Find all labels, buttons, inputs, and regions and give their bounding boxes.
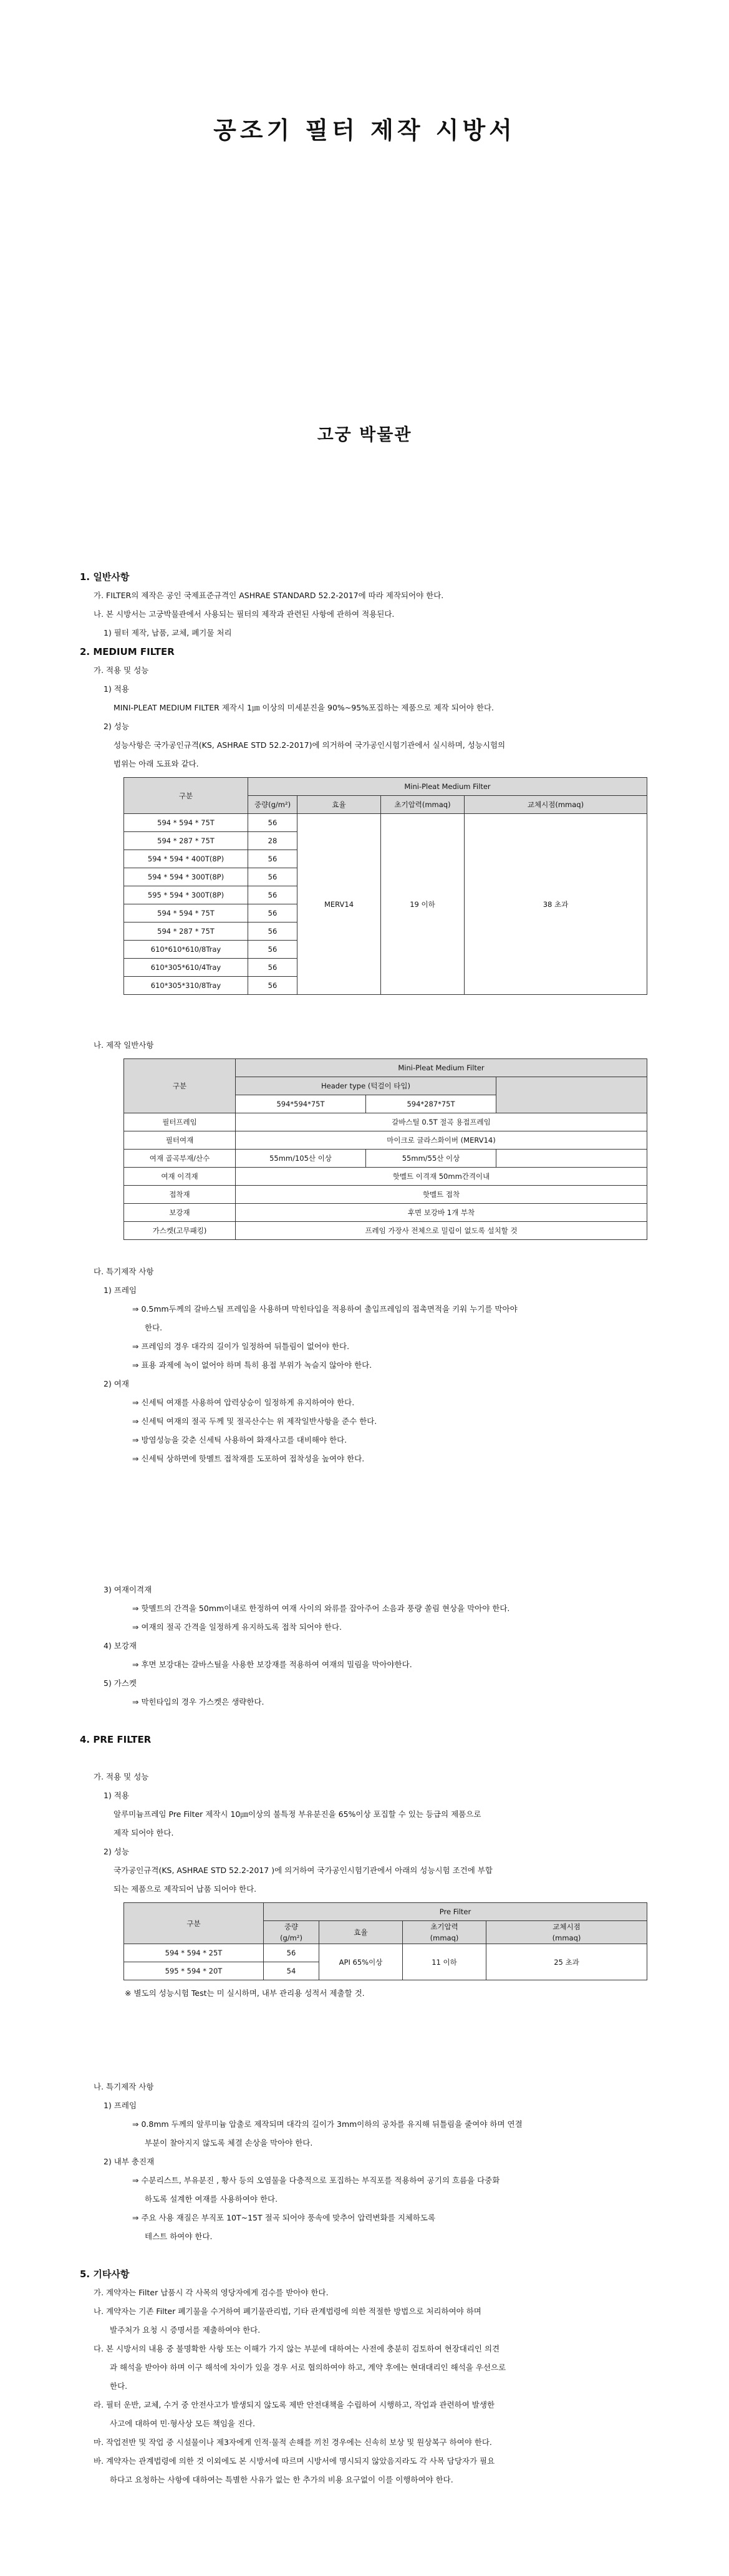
t1-cell-weight: 56 — [248, 977, 297, 995]
s5-l6b: 하다고 요청하는 사항에 대하여는 특별한 사유가 없는 한 추가의 비용 요구없이 이를 이행하여야 한다. — [110, 2475, 453, 2484]
t1-header-initial-pressure: 초기압력(mmaq) — [381, 796, 465, 814]
s4-b1: 1) 프레임 — [104, 2101, 137, 2110]
s5-l1: 가. 계약자는 Filter 납품시 각 사목의 영당자에게 검수를 받아야 한다. — [94, 2288, 329, 2297]
s2-c2-4: ⇒ 신세틱 상하면에 핫멜트 접착재를 도포하여 접착성을 높여야 한다. — [132, 1454, 365, 1463]
t2-cell-key: 보강재 — [124, 1204, 236, 1222]
table-row — [124, 1204, 647, 1222]
t2-header-size-2: 594*287*75T — [366, 1095, 496, 1113]
s2-c3-1: ⇒ 핫멜트의 간격을 50mm이내로 한정하여 여재 사이의 와류를 잡아주어 소음과 풍량 쏠림 현상을 막아야 한다. — [132, 1604, 510, 1613]
t1-cell-weight: 28 — [248, 832, 297, 850]
s4-note: ※ 별도의 성능시험 Test는 미 실시하며, 내부 관리용 성적서 제출할 것. — [125, 1988, 365, 1998]
s2-c1-3: ⇒ 표용 과제에 녹이 없어야 하며 특히 용접 부위가 녹슬지 않아야 한다. — [132, 1360, 372, 1370]
t1-cell-size: 594 * 594 * 75T — [124, 814, 248, 832]
t3-header-weight: 중량 (g/m²) — [264, 1921, 319, 1944]
s4-b1-1: ⇒ 0.8mm 두께의 알루미늄 압출로 제작되며 대각의 길이가 3mm이하의 공차를 유지해 뒤틀림을 줄여야 하며 연결 — [132, 2119, 523, 2129]
t2-cell-value-1: 55mm/105산 이상 — [236, 1150, 366, 1168]
t2-cell-key: 접착재 — [124, 1186, 236, 1204]
t2-cell-key: 필터프레임 — [124, 1113, 236, 1131]
t1-cell-weight: 56 — [248, 886, 297, 904]
section-2-heading: 2. MEDIUM FILTER — [80, 646, 175, 657]
t2-header-type: Header type (턱걸이 타입) — [236, 1077, 496, 1095]
s2-c1-2: ⇒ 프레임의 경우 대각의 길이가 일정하여 뒤틀림이 없어야 한다. — [132, 1342, 350, 1351]
t3-cell-weight: 54 — [264, 1962, 319, 1980]
table-row — [124, 1113, 647, 1131]
s4-a1-t1: 알루미늄프레임 Pre Filter 제작시 10㎛이상의 불특정 부유분진을 65%이상 포집할 수 있는 등급의 제품으로 — [113, 1809, 481, 1819]
s5-l2b: 발주처가 요청 시 증명서를 제출하여야 한다. — [110, 2325, 261, 2335]
s2-c2-3: ⇒ 방염성능을 갖춘 신세틱 사용하여 화재사고를 대비해야 한다. — [132, 1435, 347, 1445]
s4-a1-t2: 제작 되어야 한다. — [113, 1828, 174, 1838]
t3-header-group: Pre Filter — [264, 1903, 647, 1921]
t2-cell-key: 필터여재 — [124, 1131, 236, 1150]
s2-c1-1: ⇒ 0.5mm두께의 갈바스틸 프레임을 사용하며 막힌타입을 적용하여 출입프레임의 접촉면적을 키워 누기를 막아야 — [132, 1304, 518, 1314]
t3-cell-weight: 56 — [264, 1944, 319, 1962]
table-row — [124, 814, 647, 832]
s2-a: 가. 적용 및 성능 — [94, 666, 149, 675]
t1-cell-size: 610*305*310/8Tray — [124, 977, 248, 995]
s4-a: 가. 적용 및 성능 — [94, 1772, 149, 1781]
t1-header-group: Mini-Pleat Medium Filter — [248, 778, 647, 796]
t2-cell-key: 가스켓(고무패킹) — [124, 1222, 236, 1240]
document-body — [80, 568, 672, 2489]
medium-filter-spec-table — [123, 777, 647, 995]
t2-cell-key: 여재 골곡부재/산수 — [124, 1150, 236, 1168]
t1-cell-size: 594 * 287 * 75T — [124, 832, 248, 850]
t3-cell-efficiency: API 65%이상 — [319, 1944, 403, 1980]
t1-cell-size: 610*610*610/8Tray — [124, 941, 248, 959]
section-5-heading: 5. 기타사항 — [80, 2269, 130, 2280]
s2-c4: 4) 보강재 — [104, 1641, 137, 1650]
t1-cell-size: 594 * 594 * 300T(8P) — [124, 868, 248, 886]
t3-cell-replacement: 25 초과 — [486, 1944, 647, 1980]
t1-cell-size: 594 * 594 * 400T(8P) — [124, 850, 248, 868]
s2-b: 나. 제작 일반사항 — [94, 1040, 154, 1050]
s1-item-a: 가. FILTER의 제작은 공인 국제표준규격인 ASHRAE STANDARD 52.2-2017에 따라 제작되어야 한다. — [94, 591, 444, 600]
t1-cell-weight: 56 — [248, 814, 297, 832]
t1-cell-size: 594 * 594 * 75T — [124, 904, 248, 922]
s2-c2-2: ⇒ 신세틱 여재의 절곡 두께 및 절곡산수는 위 제작일반사항을 준수 한다. — [132, 1416, 377, 1426]
t1-cell-pressure: 19 이하 — [381, 814, 465, 995]
t1-cell-weight: 56 — [248, 922, 297, 941]
s2-c3-2: ⇒ 여재의 절곡 간격을 일정하게 유지하도록 접착 되어야 한다. — [132, 1622, 342, 1632]
table-row — [124, 1131, 647, 1150]
t3-header-initial-pressure: 초기압력 (mmaq) — [403, 1921, 486, 1944]
t2-cell-value: 후면 보강바 1개 부착 — [236, 1204, 647, 1222]
section-1-heading: 1. 일반사항 — [80, 571, 130, 583]
pre-filter-spec-table — [123, 1902, 647, 1980]
t1-header-category: 구분 — [124, 778, 248, 814]
s4-b2-2b: 테스트 하여야 한다. — [145, 2232, 213, 2241]
manufacturing-spec-table-wrap — [123, 1058, 672, 1240]
s4-b1-1b: 부분이 찰아지지 않도록 체결 손상을 막아야 한다. — [145, 2138, 313, 2147]
organization-name: 고궁 박물관 — [317, 425, 412, 445]
s5-l2: 나. 계약자는 기존 Filter 폐기물을 수거하여 폐기물관리법, 기타 관계법령에 의한 적절한 방법으로 처리하여야 하며 — [94, 2307, 481, 2316]
t1-cell-replacement: 38 초과 — [465, 814, 647, 995]
t2-cell-value: 프레임 가장사 전체으로 밀림이 없도록 설치할 것 — [236, 1222, 647, 1240]
s5-l3: 다. 본 시방서의 내용 중 불명확한 사항 또는 이해가 가지 않는 부분에 대하여는 사전에 충분히 검토하여 현장대리인 의견 — [94, 2344, 500, 2353]
s4-b: 나. 특기제작 사항 — [94, 2082, 154, 2091]
s2-a1-text: MINI-PLEAT MEDIUM FILTER 제작시 1㎛ 이상의 미세분진을 90%~95%포집하는 제품으로 제작 되어야 한다. — [113, 703, 495, 712]
s4-b2: 2) 내부 충진재 — [104, 2157, 155, 2166]
t2-header-category: 구분 — [124, 1059, 236, 1113]
s2-a2: 2) 성능 — [104, 722, 129, 731]
table-row — [124, 1186, 647, 1204]
t1-cell-size: 610*305*610/4Tray — [124, 959, 248, 977]
s4-b2-1: ⇒ 수분리스트, 부유분진 , 황사 등의 오염물을 다층적으로 포집하는 부직포를 적용하여 공기의 흐름을 다중화 — [132, 2176, 500, 2185]
s2-a1: 1) 적용 — [104, 684, 129, 694]
s5-l5: 마. 작업전반 및 작업 중 시설물이나 제3자에게 인적·물적 손해를 끼친 경우에는 신속히 보상 및 원상복구 하여야 한다. — [94, 2438, 492, 2447]
t1-cell-weight: 56 — [248, 959, 297, 977]
s4-b2-2: ⇒ 주요 사용 재질은 부직포 10T~15T 절곡 되어야 풍속에 맞추어 압력변화를 지체하도록 — [132, 2213, 436, 2222]
table-row — [124, 1222, 647, 1240]
t2-cell-key: 여재 이격재 — [124, 1168, 236, 1186]
s2-c3: 3) 여재이격재 — [104, 1585, 152, 1594]
t1-cell-efficiency: MERV14 — [297, 814, 381, 995]
manufacturing-spec-table — [123, 1058, 647, 1240]
s2-a2-text2: 범위는 아래 도표와 같다. — [113, 759, 199, 768]
table-row — [124, 1168, 647, 1186]
s5-l4b: 사고에 대하여 민·형사상 모든 책임을 진다. — [110, 2419, 256, 2428]
s2-c2-1: ⇒ 신세틱 여재를 사용하여 압력상승이 일정하게 유지하여야 한다. — [132, 1398, 355, 1407]
s4-a2-t1: 국가공인규격(KS, ASHRAE STD 52.2-2017 )에 의거하여 국가공인시험기관에서 아래의 성능시험 조건에 부합 — [113, 1866, 493, 1875]
table-row — [124, 1944, 647, 1962]
s1-item-b1: 1) 필터 제작, 납품, 교체, 폐기물 처리 — [104, 628, 232, 637]
s4-b2-1b: 하도록 설계한 여재를 사용하여야 한다. — [145, 2194, 278, 2204]
s5-l6: 바. 계약자는 관계법령에 의한 것 이외에도 본 시방서에 따르며 시방서에 명시되지 않았음지라도 각 사목 담당자가 필요 — [94, 2456, 495, 2466]
s2-c1: 1) 프레임 — [104, 1286, 137, 1295]
s4-a2: 2) 성능 — [104, 1847, 129, 1856]
s5-l3c: 한다. — [110, 2381, 128, 2391]
s2-c5-1: ⇒ 막힌타입의 경우 가스켓은 생략한다. — [132, 1697, 264, 1707]
medium-filter-spec-table-wrap — [123, 777, 672, 995]
s2-c5: 5) 가스켓 — [104, 1678, 137, 1688]
s2-c2: 2) 여재 — [104, 1379, 129, 1388]
t3-cell-pressure: 11 이하 — [403, 1944, 486, 1980]
t1-cell-weight: 56 — [248, 941, 297, 959]
t2-cell-blank — [496, 1150, 647, 1168]
table-row — [124, 1150, 647, 1168]
t3-cell-size: 594 * 594 * 25T — [124, 1944, 264, 1962]
t1-header-efficiency: 효율 — [297, 796, 381, 814]
t1-cell-size: 594 * 287 * 75T — [124, 922, 248, 941]
t1-cell-size: 595 * 594 * 300T(8P) — [124, 886, 248, 904]
t1-cell-weight: 56 — [248, 850, 297, 868]
t2-header-size-1: 594*594*75T — [236, 1095, 366, 1113]
document-title: 공조기 필터 제작 시방서 — [213, 117, 516, 144]
s2-c1-1b: 한다. — [145, 1323, 163, 1332]
t2-cell-value: 핫멜트 이격재 50mm간격이내 — [236, 1168, 647, 1186]
s2-c4-1: ⇒ 후면 보강대는 갈바스틸을 사용한 보강재를 적용하여 여재의 밀림을 막아야한다. — [132, 1660, 412, 1669]
s5-l3b: 과 해석을 받아야 하며 이구 해석에 차이가 있을 경우 서로 협의하여야 하고, 계약 후에는 현대대리인 해석을 우선으로 — [110, 2363, 506, 2372]
s5-l4: 라. 필터 운반, 교체, 수거 중 안전사고가 발생되지 않도록 제반 안전대책을 수립하여 시행하고, 작업과 관련하여 발생한 — [94, 2400, 495, 2409]
t2-cell-value: 마이크로 글라스화이버 (MERV14) — [236, 1131, 647, 1150]
s1-item-b: 나. 본 시방서는 고궁박물관에서 사용되는 필터의 제작과 관련된 사항에 관하여 적용된다. — [94, 609, 395, 619]
t3-cell-size: 595 * 594 * 20T — [124, 1962, 264, 1980]
t1-header-weight: 중량(g/m²) — [248, 796, 297, 814]
t3-header-efficiency: 효율 — [319, 1921, 403, 1944]
pre-filter-spec-table-wrap — [123, 1902, 672, 1980]
t3-header-replacement: 교체시점 (mmaq) — [486, 1921, 647, 1944]
t1-header-replacement: 교체시점(mmaq) — [465, 796, 647, 814]
t2-header-blank — [496, 1077, 647, 1113]
s4-a2-t2: 되는 제품으로 제작되어 납품 되어야 한다. — [113, 1884, 257, 1894]
t1-cell-weight: 56 — [248, 904, 297, 922]
section-4-heading: 4. PRE FILTER — [80, 1734, 152, 1745]
s2-a2-text1: 성능사항은 국가공인규격(KS, ASHRAE STD 52.2-2017)에 의거하여 국가공인시험기관에서 실시하며, 성능시험의 — [113, 740, 506, 750]
t1-cell-weight: 56 — [248, 868, 297, 886]
s2-c: 다. 특기제작 사항 — [94, 1267, 154, 1276]
t2-cell-value: 핫멜트 접착 — [236, 1186, 647, 1204]
s4-a1: 1) 적용 — [104, 1791, 129, 1800]
t2-header-group: Mini-Pleat Medium Filter — [236, 1059, 647, 1077]
t2-cell-value: 갈바스틸 0.5T 절곡 용접프레임 — [236, 1113, 647, 1131]
t3-header-category: 구분 — [124, 1903, 264, 1944]
t2-cell-value-2: 55mm/55산 이상 — [366, 1150, 496, 1168]
